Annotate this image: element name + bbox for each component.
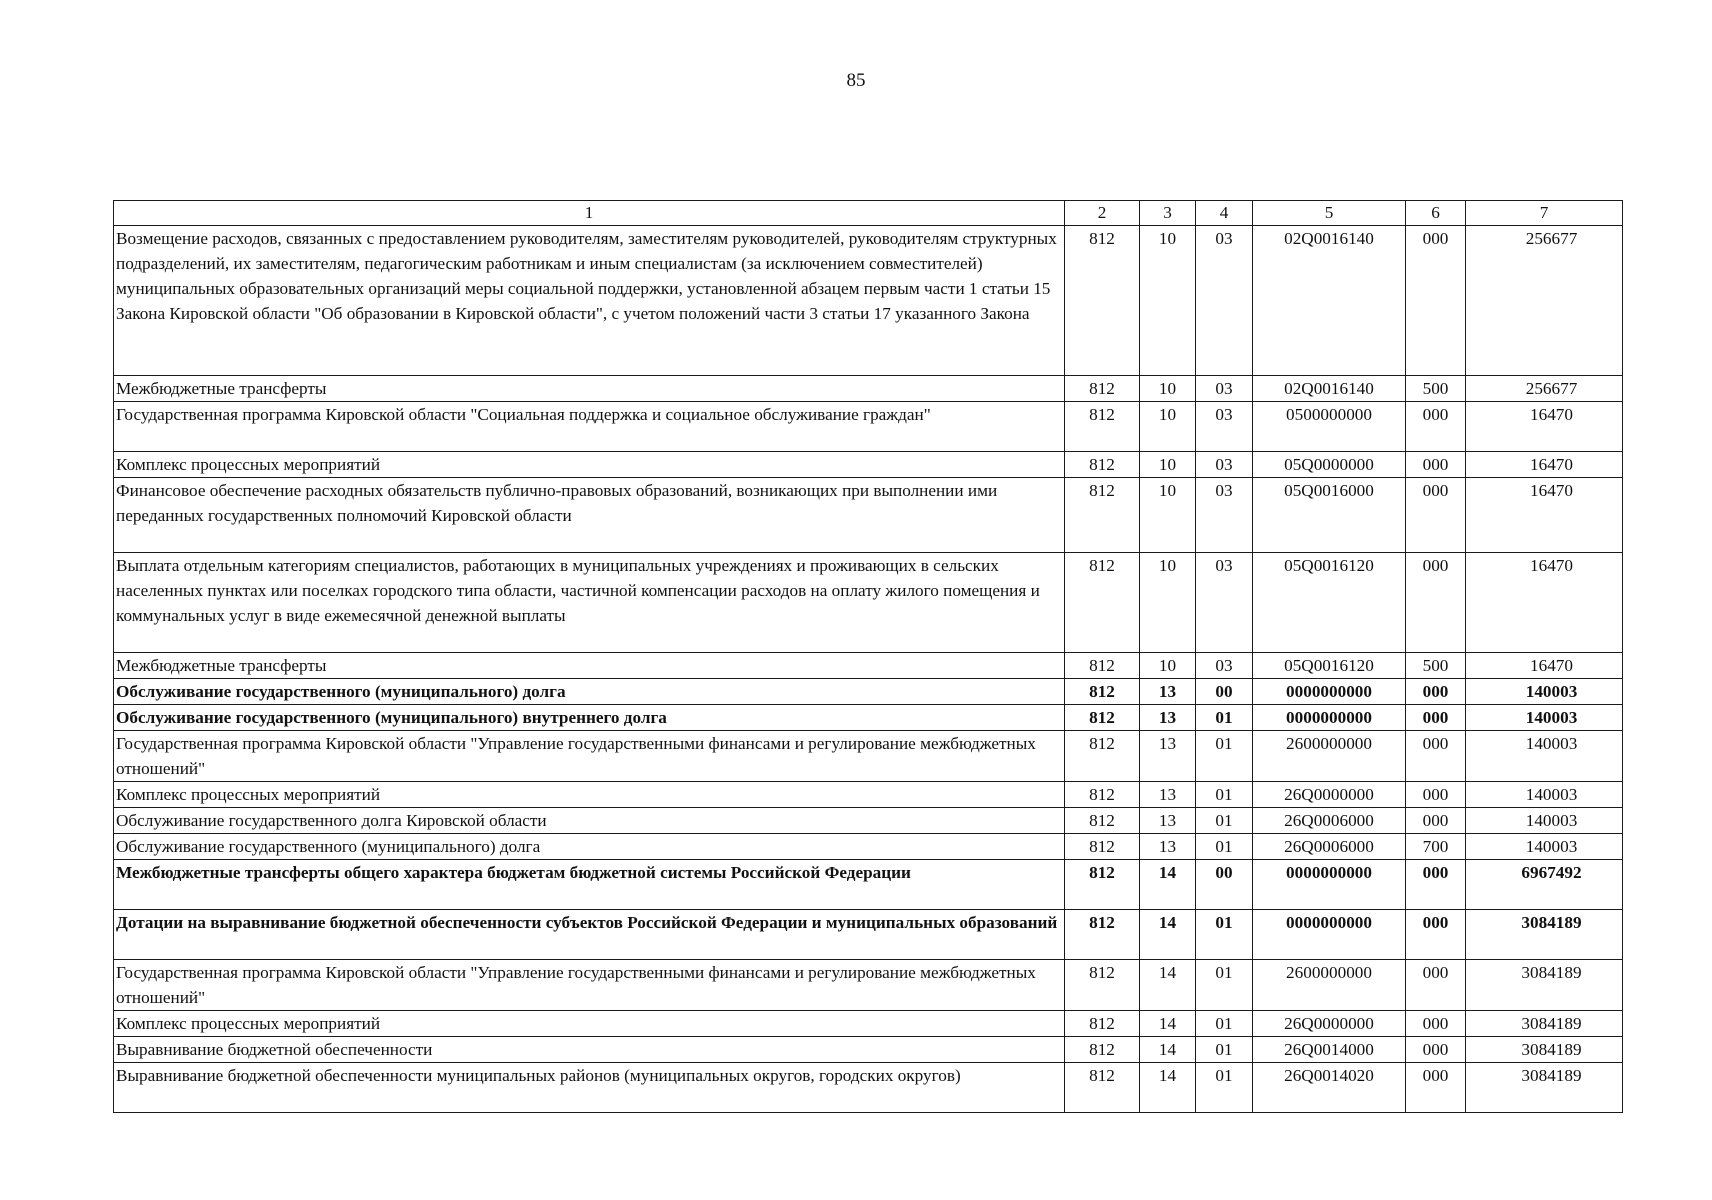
row-name-cell: Государственная программа Кировской области "Социальная поддержка и социальное обслуживание граждан" xyxy=(114,402,1065,452)
code-admin-cell: 812 xyxy=(1065,834,1140,860)
row-name-cell: Возмещение расходов, связанных с предоставлением руководителям, заместителям руководителей, руководителям структурных подразделений, их заместителям, педагогическим работникам и иным специалистам (за исключением совместителей) муниципальных образовательных организаций меры социальной поддержки, установленной абзацем первым части 1 статьи 15 Закона Кировской области "Об образовании в Кировской области", с учетом положений части 3 статьи 17 указанного Закона xyxy=(114,226,1065,376)
budget-table xyxy=(113,200,1623,1113)
amount-cell: 140003 xyxy=(1466,834,1623,860)
amount-cell: 3084189 xyxy=(1466,1063,1623,1113)
table-row xyxy=(114,478,1623,553)
target-article-cell: 0500000000 xyxy=(1253,402,1406,452)
amount-cell: 140003 xyxy=(1466,731,1623,782)
code-admin-cell: 812 xyxy=(1065,452,1140,478)
section-cell: 13 xyxy=(1140,834,1196,860)
table-row xyxy=(114,782,1623,808)
section-cell: 14 xyxy=(1140,960,1196,1011)
row-name-cell: Межбюджетные трансферты общего характера бюджетам бюджетной системы Российской Федерации xyxy=(114,860,1065,910)
code-admin-cell: 812 xyxy=(1065,1037,1140,1063)
target-article-cell: 26Q0000000 xyxy=(1253,1011,1406,1037)
table-row xyxy=(114,860,1623,910)
code-admin-cell: 812 xyxy=(1065,226,1140,376)
target-article-cell: 0000000000 xyxy=(1253,705,1406,731)
amount-cell: 140003 xyxy=(1466,782,1623,808)
row-name-cell: Государственная программа Кировской области "Управление государственными финансами и регулирование межбюджетных отношений" xyxy=(114,960,1065,1011)
table-row xyxy=(114,705,1623,731)
subsection-cell: 01 xyxy=(1196,1011,1253,1037)
code-admin-cell: 812 xyxy=(1065,910,1140,960)
expense-type-cell: 500 xyxy=(1406,653,1466,679)
row-name-cell: Выплата отдельным категориям специалистов, работающих в муниципальных учреждениях и проживающих в сельских населенных пунктах или поселках городского типа области, частичной компенсации расходов на оплату жилого помещения и коммунальных услуг в виде ежемесячной денежной выплаты xyxy=(114,553,1065,653)
target-article-cell: 26Q0006000 xyxy=(1253,834,1406,860)
column-header: 4 xyxy=(1196,201,1253,226)
row-name-cell: Финансовое обеспечение расходных обязательств публично-правовых образований, возникающих при выполнении ими переданных государственных полномочий Кировской области xyxy=(114,478,1065,553)
table-row xyxy=(114,402,1623,452)
subsection-cell: 01 xyxy=(1196,960,1253,1011)
target-article-cell: 05Q0000000 xyxy=(1253,452,1406,478)
column-header-row xyxy=(114,201,1623,226)
target-article-cell: 0000000000 xyxy=(1253,910,1406,960)
row-name-cell: Обслуживание государственного долга Кировской области xyxy=(114,808,1065,834)
code-admin-cell: 812 xyxy=(1065,553,1140,653)
subsection-cell: 01 xyxy=(1196,910,1253,960)
code-admin-cell: 812 xyxy=(1065,705,1140,731)
row-name-cell: Межбюджетные трансферты xyxy=(114,653,1065,679)
page-number: 85 xyxy=(846,70,866,91)
code-admin-cell: 812 xyxy=(1065,960,1140,1011)
section-cell: 13 xyxy=(1140,782,1196,808)
section-cell: 14 xyxy=(1140,860,1196,910)
section-cell: 10 xyxy=(1140,553,1196,653)
code-admin-cell: 812 xyxy=(1065,653,1140,679)
table-row xyxy=(114,226,1623,376)
target-article-cell: 05Q0016120 xyxy=(1253,653,1406,679)
amount-cell: 256677 xyxy=(1466,376,1623,402)
row-name-cell: Обслуживание государственного (муниципального) внутреннего долга xyxy=(114,705,1065,731)
column-header: 3 xyxy=(1140,201,1196,226)
row-name-cell: Комплекс процессных мероприятий xyxy=(114,1011,1065,1037)
target-article-cell: 0000000000 xyxy=(1253,679,1406,705)
expense-type-cell: 000 xyxy=(1406,808,1466,834)
code-admin-cell: 812 xyxy=(1065,402,1140,452)
table-row xyxy=(114,731,1623,782)
section-cell: 13 xyxy=(1140,679,1196,705)
expense-type-cell: 000 xyxy=(1406,860,1466,910)
subsection-cell: 03 xyxy=(1196,653,1253,679)
section-cell: 10 xyxy=(1140,653,1196,679)
amount-cell: 16470 xyxy=(1466,553,1623,653)
subsection-cell: 03 xyxy=(1196,226,1253,376)
subsection-cell: 01 xyxy=(1196,1037,1253,1063)
target-article-cell: 05Q0016000 xyxy=(1253,478,1406,553)
column-header: 6 xyxy=(1406,201,1466,226)
subsection-cell: 01 xyxy=(1196,808,1253,834)
expense-type-cell: 000 xyxy=(1406,679,1466,705)
code-admin-cell: 812 xyxy=(1065,782,1140,808)
amount-cell: 140003 xyxy=(1466,808,1623,834)
table-row xyxy=(114,553,1623,653)
section-cell: 10 xyxy=(1140,452,1196,478)
section-cell: 14 xyxy=(1140,910,1196,960)
section-cell: 10 xyxy=(1140,376,1196,402)
row-name-cell: Выравнивание бюджетной обеспеченности xyxy=(114,1037,1065,1063)
subsection-cell: 01 xyxy=(1196,705,1253,731)
column-header: 2 xyxy=(1065,201,1140,226)
target-article-cell: 26Q0014020 xyxy=(1253,1063,1406,1113)
section-cell: 14 xyxy=(1140,1011,1196,1037)
expense-type-cell: 000 xyxy=(1406,960,1466,1011)
section-cell: 13 xyxy=(1140,705,1196,731)
table-row xyxy=(114,808,1623,834)
amount-cell: 140003 xyxy=(1466,705,1623,731)
column-header: 5 xyxy=(1253,201,1406,226)
expense-type-cell: 000 xyxy=(1406,782,1466,808)
subsection-cell: 01 xyxy=(1196,1063,1253,1113)
code-admin-cell: 812 xyxy=(1065,808,1140,834)
target-article-cell: 02Q0016140 xyxy=(1253,376,1406,402)
table-row xyxy=(114,910,1623,960)
table-row xyxy=(114,376,1623,402)
amount-cell: 16470 xyxy=(1466,452,1623,478)
target-article-cell: 26Q0000000 xyxy=(1253,782,1406,808)
subsection-cell: 03 xyxy=(1196,553,1253,653)
row-name-cell: Комплекс процессных мероприятий xyxy=(114,782,1065,808)
amount-cell: 16470 xyxy=(1466,402,1623,452)
amount-cell: 6967492 xyxy=(1466,860,1623,910)
row-name-cell: Обслуживание государственного (муниципального) долга xyxy=(114,679,1065,705)
section-cell: 14 xyxy=(1140,1063,1196,1113)
subsection-cell: 03 xyxy=(1196,478,1253,553)
table-row xyxy=(114,452,1623,478)
column-header: 7 xyxy=(1466,201,1623,226)
row-name-cell: Выравнивание бюджетной обеспеченности муниципальных районов (муниципальных округов, городских округов) xyxy=(114,1063,1065,1113)
section-cell: 10 xyxy=(1140,478,1196,553)
table-row xyxy=(114,1011,1623,1037)
expense-type-cell: 700 xyxy=(1406,834,1466,860)
subsection-cell: 03 xyxy=(1196,402,1253,452)
table-row xyxy=(114,679,1623,705)
subsection-cell: 01 xyxy=(1196,834,1253,860)
row-name-cell: Обслуживание государственного (муниципального) долга xyxy=(114,834,1065,860)
section-cell: 10 xyxy=(1140,402,1196,452)
expense-type-cell: 000 xyxy=(1406,731,1466,782)
expense-type-cell: 000 xyxy=(1406,478,1466,553)
section-cell: 14 xyxy=(1140,1037,1196,1063)
code-admin-cell: 812 xyxy=(1065,376,1140,402)
code-admin-cell: 812 xyxy=(1065,1011,1140,1037)
amount-cell: 3084189 xyxy=(1466,960,1623,1011)
amount-cell: 3084189 xyxy=(1466,1011,1623,1037)
target-article-cell: 02Q0016140 xyxy=(1253,226,1406,376)
row-name-cell: Государственная программа Кировской области "Управление государственными финансами и регулирование межбюджетных отношений" xyxy=(114,731,1065,782)
expense-type-cell: 000 xyxy=(1406,553,1466,653)
code-admin-cell: 812 xyxy=(1065,860,1140,910)
target-article-cell: 26Q0014000 xyxy=(1253,1037,1406,1063)
subsection-cell: 03 xyxy=(1196,452,1253,478)
code-admin-cell: 812 xyxy=(1065,731,1140,782)
row-name-cell: Комплекс процессных мероприятий xyxy=(114,452,1065,478)
section-cell: 10 xyxy=(1140,226,1196,376)
subsection-cell: 00 xyxy=(1196,860,1253,910)
code-admin-cell: 812 xyxy=(1065,1063,1140,1113)
expense-type-cell: 000 xyxy=(1406,705,1466,731)
table-row xyxy=(114,834,1623,860)
target-article-cell: 05Q0016120 xyxy=(1253,553,1406,653)
expense-type-cell: 000 xyxy=(1406,910,1466,960)
section-cell: 13 xyxy=(1140,808,1196,834)
expense-type-cell: 500 xyxy=(1406,376,1466,402)
expense-type-cell: 000 xyxy=(1406,1011,1466,1037)
expense-type-cell: 000 xyxy=(1406,1063,1466,1113)
amount-cell: 16470 xyxy=(1466,653,1623,679)
target-article-cell: 2600000000 xyxy=(1253,731,1406,782)
amount-cell: 3084189 xyxy=(1466,910,1623,960)
expense-type-cell: 000 xyxy=(1406,452,1466,478)
subsection-cell: 03 xyxy=(1196,376,1253,402)
table-row xyxy=(114,653,1623,679)
section-cell: 13 xyxy=(1140,731,1196,782)
code-admin-cell: 812 xyxy=(1065,478,1140,553)
target-article-cell: 26Q0006000 xyxy=(1253,808,1406,834)
table-row xyxy=(114,960,1623,1011)
column-header: 1 xyxy=(114,201,1065,226)
row-name-cell: Межбюджетные трансферты xyxy=(114,376,1065,402)
amount-cell: 16470 xyxy=(1466,478,1623,553)
expense-type-cell: 000 xyxy=(1406,1037,1466,1063)
subsection-cell: 01 xyxy=(1196,731,1253,782)
target-article-cell: 0000000000 xyxy=(1253,860,1406,910)
code-admin-cell: 812 xyxy=(1065,679,1140,705)
amount-cell: 256677 xyxy=(1466,226,1623,376)
row-name-cell: Дотации на выравнивание бюджетной обеспеченности субъектов Российской Федерации и муниципальных образований xyxy=(114,910,1065,960)
subsection-cell: 01 xyxy=(1196,782,1253,808)
table-row xyxy=(114,1037,1623,1063)
expense-type-cell: 000 xyxy=(1406,226,1466,376)
amount-cell: 3084189 xyxy=(1466,1037,1623,1063)
subsection-cell: 00 xyxy=(1196,679,1253,705)
target-article-cell: 2600000000 xyxy=(1253,960,1406,1011)
expense-type-cell: 000 xyxy=(1406,402,1466,452)
amount-cell: 140003 xyxy=(1466,679,1623,705)
table-row xyxy=(114,1063,1623,1113)
